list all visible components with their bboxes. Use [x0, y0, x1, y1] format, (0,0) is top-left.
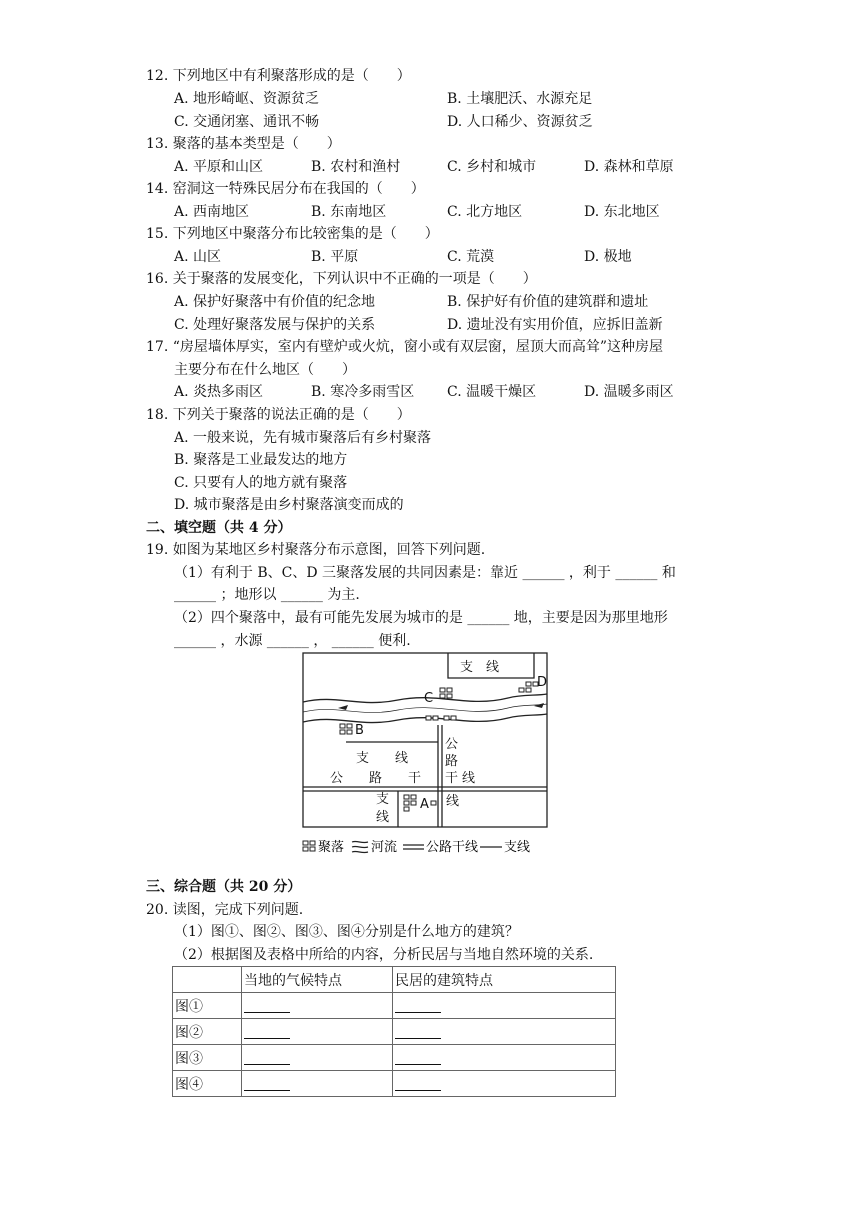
table-header-cell — [173, 967, 242, 993]
q14-option-a[interactable]: A. 西南地区 — [174, 204, 250, 220]
label-settlement-c: C — [424, 691, 434, 706]
q17-stem-line2: 主要分布在什么地区（ ） — [174, 362, 356, 378]
q18-option-c[interactable]: C. 只要有人的地方就有聚落 — [174, 475, 348, 491]
row-label: 图② — [173, 1019, 242, 1045]
q16-option-d[interactable]: D. 遗址没有实用价值，应拆旧盖新 — [447, 317, 663, 333]
q19-part1-line1: （1）有利于 B、C、D 三聚落发展的共同因素是：靠近 ______ ，利于 ______ 和 — [174, 565, 676, 581]
q13-stem: 13. 聚落的基本类型是（ ） — [146, 136, 341, 152]
table-header-cell: 当地的气候特点 — [242, 967, 393, 993]
q15-option-d[interactable]: D. 极地 — [584, 249, 632, 265]
climate-housing-table — [172, 966, 616, 1097]
river-arrow-right — [534, 703, 544, 708]
river-arrow-left — [338, 705, 348, 710]
label-branch-mid: 支 线 — [356, 751, 409, 766]
river-bank-lower — [303, 714, 547, 723]
label-branch-v2: 线 — [376, 810, 390, 825]
q15-option-b[interactable]: B. 平原 — [311, 249, 359, 265]
label-settlement-d: D — [537, 675, 548, 690]
table-header-cell: 民居的建筑特点 — [393, 967, 616, 993]
answer-blank[interactable] — [242, 1071, 393, 1097]
label-highway-v1: 公 — [445, 737, 459, 752]
q15-stem: 15. 下列地区中聚落分布比较密集的是（ ） — [146, 226, 439, 242]
settlement-map-figure — [298, 650, 564, 860]
q17-option-c[interactable]: C. 温暖干燥区 — [447, 384, 537, 400]
legend-river-label: 河流 — [371, 840, 398, 855]
answer-blank[interactable] — [393, 993, 616, 1019]
q12-option-c[interactable]: C. 交通闭塞、通讯不畅 — [174, 114, 320, 130]
table-row — [173, 1045, 616, 1071]
answer-blank[interactable] — [393, 1045, 616, 1071]
answer-blank[interactable] — [242, 993, 393, 1019]
q19-stem: 19. 如图为某地区乡村聚落分布示意图，回答下列问题. — [146, 542, 486, 558]
q13-option-b[interactable]: B. 农村和渔村 — [311, 159, 401, 175]
q16-option-b[interactable]: B. 保护好有价值的建筑群和遗址 — [447, 294, 649, 310]
q19-part2-line2: ______ ，水源 ______ ， ______ 便利. — [174, 633, 411, 649]
q16-option-c[interactable]: C. 处理好聚落发展与保护的关系 — [174, 317, 376, 333]
label-highway: 公 路 干 — [330, 771, 422, 786]
q14-option-b[interactable]: B. 东南地区 — [311, 204, 387, 220]
answer-blank[interactable] — [242, 1045, 393, 1071]
legend-river-icon — [352, 841, 368, 852]
legend-branch-label: 支线 — [504, 840, 531, 855]
settlement-d-icon — [519, 682, 538, 692]
label-branch-v1: 支 — [376, 792, 390, 807]
q18-option-d[interactable]: D. 城市聚落是由乡村聚落演变而成的 — [174, 497, 404, 513]
label-settlement-a: A — [420, 797, 429, 812]
q19-part1-line2: ______ ；地形以 ______ 为主. — [174, 587, 360, 603]
q17-option-a[interactable]: A. 炎热多雨区 — [174, 384, 264, 400]
q18-option-b[interactable]: B. 聚落是工业最发达的地方 — [174, 452, 348, 468]
label-highway-v5: 线 — [446, 794, 460, 809]
answer-blank[interactable] — [393, 1019, 616, 1045]
label-highway-v4: 线 — [462, 771, 476, 786]
q18-stem: 18. 下列关于聚落的说法正确的是（ ） — [146, 407, 411, 423]
q16-stem: 16. 关于聚落的发展变化，下列认识中不正确的一项是（ ） — [146, 271, 537, 287]
q17-option-b[interactable]: B. 寒冷多雨雪区 — [311, 384, 415, 400]
q20-part1: （1）图①、图②、图③、图④分别是什么地方的建筑？ — [174, 924, 519, 940]
q13-option-d[interactable]: D. 森林和草原 — [584, 159, 674, 175]
q15-option-a[interactable]: A. 山区 — [174, 249, 222, 265]
answer-blank[interactable] — [242, 1019, 393, 1045]
q14-stem: 14. 窑洞这一特殊民居分布在我国的（ ） — [146, 181, 425, 197]
q14-option-c[interactable]: C. 北方地区 — [447, 204, 523, 220]
table-row — [173, 1019, 616, 1045]
q13-option-a[interactable]: A. 平原和山区 — [174, 159, 264, 175]
q12-option-b[interactable]: B. 土壤肥沃、水源充足 — [447, 91, 593, 107]
label-highway-v2: 路 — [445, 754, 459, 769]
q12-option-d[interactable]: D. 人口稀少、资源贫乏 — [447, 114, 593, 130]
row-label: 图③ — [173, 1045, 242, 1071]
row-label: 图① — [173, 993, 242, 1019]
q12-option-a[interactable]: A. 地形崎岖、资源贫乏 — [174, 91, 320, 107]
legend-highway-icon — [403, 845, 424, 849]
section-fill-in-heading: 二、填空题（共 4 分） — [146, 520, 292, 536]
legend-settlement-label: 聚落 — [318, 840, 345, 855]
q16-option-a[interactable]: A. 保护好聚落中有价值的纪念地 — [174, 294, 376, 310]
legend-settlement-icon — [303, 841, 315, 851]
label-settlement-b: B — [355, 723, 364, 738]
q20-part2: （2）根据图及表格中所给的内容，分析民居与当地自然环境的关系. — [174, 947, 594, 963]
q18-option-a[interactable]: A. 一般来说，先有城市聚落后有乡村聚落 — [174, 430, 432, 446]
q17-stem-line1: 17. “房屋墙体厚实，室内有壁炉或火炕，窗小或有双层窗，屋顶大而高耸”这种房屋 — [146, 339, 664, 355]
highway-vertical — [438, 725, 442, 827]
q19-part2-line1: （2）四个聚落中，最有可能先发展为城市的是 ______ 地，主要是因为那里地形 — [174, 610, 668, 626]
q20-stem: 20. 读图，完成下列问题. — [146, 902, 304, 918]
row-label: 图④ — [173, 1071, 242, 1097]
legend-highway-label: 公路干线 — [426, 840, 479, 855]
table-row — [173, 993, 616, 1019]
highway-horizontal — [303, 787, 547, 791]
label-highway-v3: 干 — [445, 771, 459, 786]
label-branch-top: 支 线 — [460, 660, 500, 675]
settlement-b-icon — [340, 724, 352, 734]
q17-option-d[interactable]: D. 温暖多雨区 — [584, 384, 674, 400]
q12-stem: 12. 下列地区中有利聚落形成的是（ ） — [146, 68, 411, 84]
section-comprehensive-heading: 三、综合题（共 20 分） — [146, 879, 302, 895]
q15-option-c[interactable]: C. 荒漠 — [447, 249, 495, 265]
map-legend — [303, 839, 530, 855]
q13-option-c[interactable]: C. 乡村和城市 — [447, 159, 537, 175]
answer-blank[interactable] — [393, 1071, 616, 1097]
q14-option-d[interactable]: D. 东北地区 — [584, 204, 660, 220]
table-header-row — [173, 967, 616, 993]
table-row — [173, 1071, 616, 1097]
